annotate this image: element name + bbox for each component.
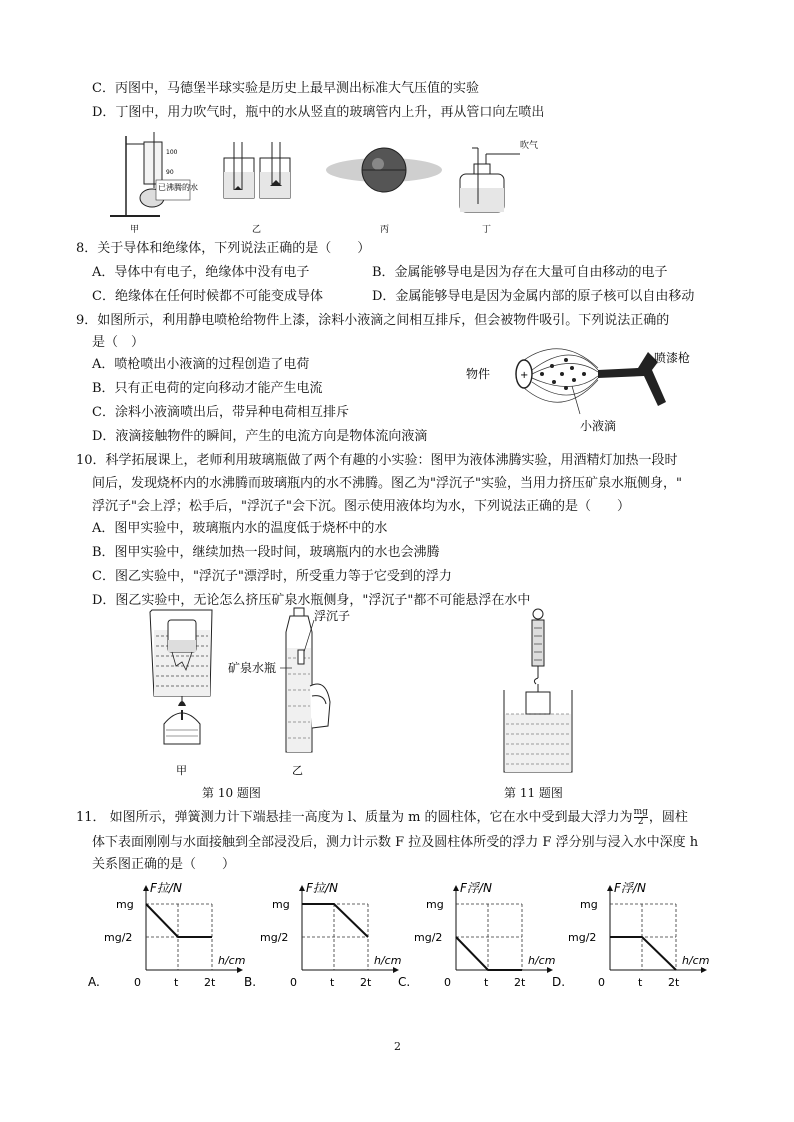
graph-d-curve [610, 937, 676, 970]
graph-d-ytick-top: mg [580, 898, 598, 911]
graph-c-curve [456, 937, 522, 970]
svg-text:90: 90 [166, 169, 174, 176]
graph-a-ytick-top: mg [116, 898, 134, 911]
object-label: 物件 [466, 367, 491, 381]
graph-b [244, 881, 401, 989]
q9-spray-figure [462, 340, 708, 436]
q8-stem: 8．关于导体和绝缘体，下列说法正确的是（ ） [76, 241, 371, 256]
q10-option-b: B．图甲实验中，继续加热一段时间，玻璃瓶内的水也会沸腾 [92, 545, 440, 560]
q10-option-a: A．图甲实验中，玻璃瓶内水的温度低于烧杯中的水 [92, 521, 388, 536]
q11-fraction-num: mg [633, 807, 648, 817]
q7-option-d: D．丁图中，用力吹气时，瓶中的水从竖直的玻璃管内上升，再从管口向左喷出 [92, 105, 545, 120]
graph-d-letter: D. [552, 975, 566, 989]
label-jia: 甲 [130, 225, 140, 235]
graph-b-xlabel: h/cm [374, 954, 402, 967]
graph-b-ytick-top: mg [272, 898, 290, 911]
graph-d-xtick-2t: 2t [668, 976, 680, 989]
q11-stem-part1: 11． 如图所示，弹簧测力计下端悬挂一高度为 l、质量为 m 的圆柱体，它在水中受到最大浮力为 [76, 810, 633, 825]
graph-a-xtick-2t: 2t [204, 976, 216, 989]
figure-ding [460, 139, 538, 235]
fig10-label-yi: 乙 [292, 764, 303, 777]
graph-d-xtick-0: 0 [598, 976, 605, 989]
q11-stem-part2: ，圆柱 [648, 810, 688, 825]
q10-stem-line2: 间后，发现烧杯内的水沸腾而玻璃瓶内的水不沸腾。图乙为"浮沉子"实验，当用力挤压矿泉水瓶侧身，" [92, 476, 682, 491]
q10-figure [140, 606, 380, 782]
q8-option-b: B．金属能够导电是因为存在大量可自由移动的电子 [372, 265, 668, 280]
graph-d-ylabel: F浮/N [614, 881, 646, 895]
graph-a-letter: A. [88, 975, 100, 989]
graph-a-xtick-0: 0 [134, 976, 141, 989]
graph-a-ylabel: F拉/N [150, 881, 182, 895]
graph-b-xtick-2t: 2t [360, 976, 372, 989]
figure-yi [224, 142, 290, 235]
graph-c-ylabel: F浮/N [460, 881, 492, 895]
graph-a-xlabel: h/cm [218, 954, 246, 967]
graph-b-xtick-t: t [330, 976, 335, 989]
graph-c [398, 881, 555, 989]
fig11-caption: 第 11 题图 [504, 786, 563, 800]
graph-b-ylabel: F拉/N [306, 881, 338, 895]
q11-fraction-den: 2 [637, 817, 644, 827]
q9-option-b: B．只有正电荷的定向移动才能产生电流 [92, 381, 323, 396]
fig10-label-jia: 甲 [176, 764, 187, 777]
graph-d-xlabel: h/cm [682, 954, 710, 967]
q9-stem-line1: 9．如图所示，利用静电喷枪给物件上漆，涂料小液滴之间相互排斥，但会被物件吸引。下列说法正确的 [76, 313, 670, 328]
q9-stem-line2: 是（ ） [92, 335, 145, 350]
label-bing: 丙 [380, 225, 390, 235]
q11-fraction [634, 808, 648, 827]
q7-figures [100, 128, 620, 236]
q11-stem-line3: 关系图正确的是（ ） [92, 857, 236, 872]
fig10-caption: 第 10 题图 [202, 786, 261, 800]
q7-option-c: C．丙图中，马德堡半球实验是历史上最早测出标准大气压值的实验 [92, 81, 479, 96]
graph-c-letter: C. [398, 975, 411, 989]
q9-option-c: C．涂料小液滴喷出后，带异种电荷相互排斥 [92, 405, 349, 420]
q8-option-c: C．绝缘体在任何时候都不可能变成导体 [92, 289, 323, 304]
graph-d-xtick-t: t [638, 976, 643, 989]
diver-label: 浮沉子 [314, 609, 351, 623]
q8-option-d: D．金属能够导电是因为金属内部的原子核可以自由移动 [372, 289, 695, 304]
graph-c-ytick-mid: mg/2 [414, 931, 443, 944]
q11-stem-line1 [76, 808, 688, 827]
bottle-label: 矿泉水瓶 [228, 661, 277, 675]
graph-b-ytick-mid: mg/2 [260, 931, 289, 944]
graph-c-xlabel: h/cm [528, 954, 556, 967]
graph-d-ytick-mid: mg/2 [568, 931, 597, 944]
graph-a [88, 881, 245, 989]
droplet-label: 小液滴 [580, 419, 617, 433]
figure-jia-boiling [150, 610, 212, 777]
q10-option-c: C．图乙实验中，"浮沉子"漂浮时，所受重力等于它受到的浮力 [92, 569, 452, 584]
graph-a-curve [146, 904, 212, 937]
label-yi: 乙 [252, 225, 262, 235]
q10-option-d: D．图乙实验中，无论怎么挤压矿泉水瓶侧身，"浮沉子"都不可能悬浮在水中 [92, 593, 531, 608]
q8-option-a: A．导体中有电子，绝缘体中没有电子 [92, 265, 310, 280]
figure-yi-diver [228, 608, 350, 777]
svg-text:100: 100 [166, 149, 178, 156]
spray-gun-label: 喷漆枪 [654, 351, 691, 365]
q11-figure [492, 606, 582, 778]
boiled-water-label: 已沸腾的水 [158, 183, 198, 192]
q10-stem-line1: 10．科学拓展课上，老师利用玻璃瓶做了两个有趣的小实验：图甲为液体沸腾实验，用酒精灯加热一段时 [76, 453, 678, 468]
graph-a-ytick-mid: mg/2 [104, 931, 133, 944]
q10-stem-line3: 浮沉子"会上浮；松手后，"浮沉子"会下沉。图示使用液体均为水，下列说法正确的是（ ） [92, 499, 630, 514]
q11-stem-line2: 体下表面刚刚与水面接触到全部浸没后，测力计示数 F 拉及圆柱体所受的浮力 F 浮分别与浸入水中深度 h [92, 835, 699, 850]
svg-text:+: + [520, 370, 529, 381]
graph-b-xtick-0: 0 [290, 976, 297, 989]
label-ding: 丁 [482, 225, 492, 235]
figure-jia [110, 132, 198, 235]
graph-b-curve [302, 904, 368, 937]
graph-c-xtick-2t: 2t [514, 976, 526, 989]
blow-label: 吹气 [520, 141, 539, 151]
graph-b-letter: B. [244, 975, 257, 989]
graph-d [552, 881, 709, 989]
figure-bing [326, 148, 442, 235]
graph-c-xtick-0: 0 [444, 976, 451, 989]
graph-a-xtick-t: t [174, 976, 179, 989]
q11-graphs [86, 876, 726, 996]
page-number: 2 [394, 1040, 401, 1053]
graph-c-ytick-top: mg [426, 898, 444, 911]
q9-option-d: D．液滴接触物件的瞬间，产生的电流方向是物体流向液滴 [92, 429, 428, 444]
graph-c-xtick-t: t [484, 976, 489, 989]
q9-option-a: A．喷枪喷出小液滴的过程创造了电荷 [92, 357, 310, 372]
